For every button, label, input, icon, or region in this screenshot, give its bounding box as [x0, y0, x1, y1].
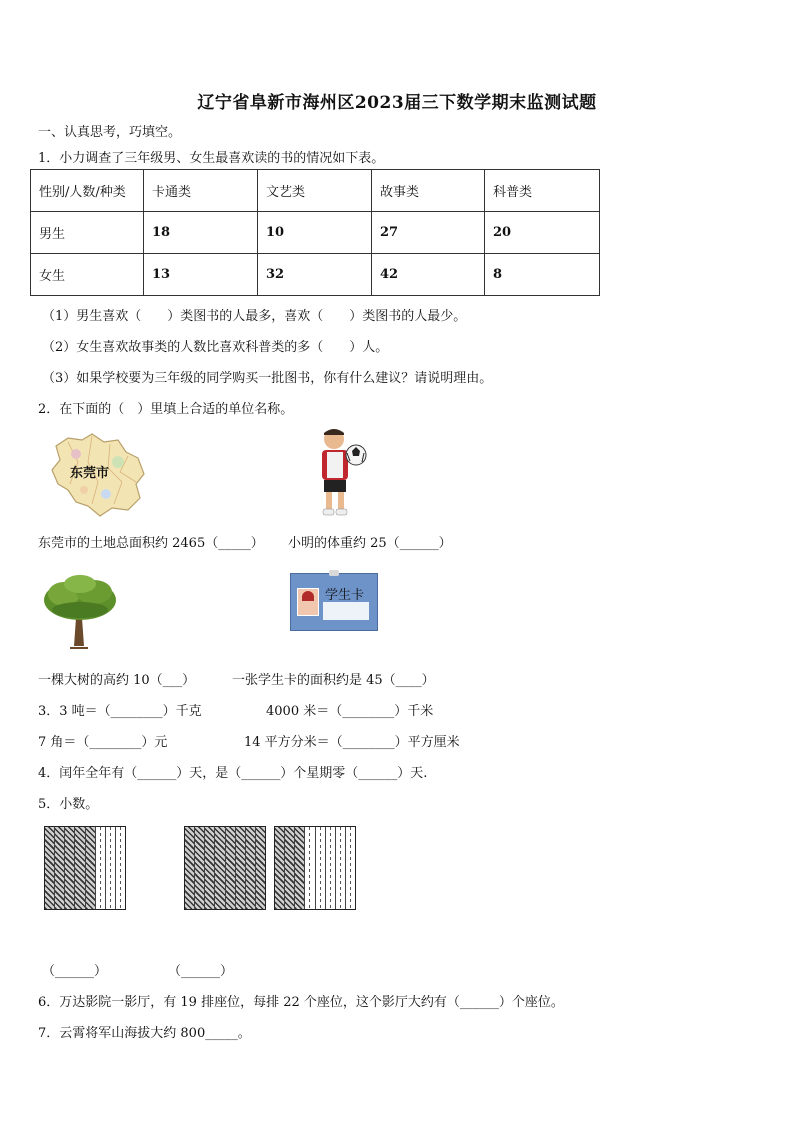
table-cell: 27: [372, 212, 485, 254]
table-cell: 13: [144, 254, 258, 296]
table-cell: 10: [258, 212, 372, 254]
question-3-d: 14 平方分米＝（________）平方厘米: [244, 735, 460, 750]
section-heading: 一、认真思考，巧填空。: [38, 125, 182, 140]
table-header-row: [31, 170, 600, 212]
table-cell: 42: [372, 254, 485, 296]
decimal-grid-a: [44, 826, 126, 910]
boy-with-ball-image: [314, 425, 368, 520]
question-3-b: 4000 米＝（________）千米: [266, 704, 434, 719]
table-cell: 8: [485, 254, 600, 296]
student-card-image: [290, 573, 378, 631]
question-1-sub-2: （2）女生喜欢故事类的人数比喜欢科普类的多（ ）人。: [42, 340, 389, 355]
question-2-line-2a: 一棵大树的高约 10（___）: [38, 673, 196, 688]
decimal-grid-b-partial: [274, 826, 356, 910]
question-5-blank-a: （______）: [42, 964, 108, 979]
question-7: 7．云霄将军山海拔大约 800_____。: [38, 1026, 251, 1041]
card-label: 学生卡: [325, 588, 365, 603]
question-1-sub-3: （3）如果学校要为三年级的同学购买一批图书，你有什么建议？请说明理由。: [42, 371, 493, 386]
tree-image: [40, 574, 120, 652]
card-photo: [297, 588, 319, 616]
table-cell: 男生: [31, 212, 144, 254]
book-preference-table: [30, 169, 600, 296]
question-2-line-1a: 东莞市的土地总面积约 2465（_____）: [38, 536, 264, 551]
table-cell: 18: [144, 212, 258, 254]
page-title: 辽宁省阜新市海州区2023届三下数学期末监测试题: [197, 93, 597, 113]
table-header-cell: 卡通类: [144, 170, 258, 212]
table-header-cell: 科普类: [485, 170, 600, 212]
dongguan-map-image: [48, 432, 148, 520]
decimal-grid-b-full: [184, 826, 266, 910]
question-3-c: 7 角＝（________）元: [38, 735, 168, 750]
table-row: [31, 212, 600, 254]
table-cell: 女生: [31, 254, 144, 296]
question-2-line-1b: 小明的体重约 25（______）: [288, 536, 452, 551]
table-header-cell: 性别/人数/种类: [31, 170, 144, 212]
question-5-stem: 5．小数。: [38, 797, 99, 812]
question-4: 4．闰年全年有（______）天，是（______）个星期零（______）天.: [38, 766, 428, 781]
map-label: 东莞市: [70, 466, 110, 481]
question-1-stem: 1．小力调查了三年级男、女生最喜欢读的书的情况如下表。: [38, 151, 385, 166]
table-row: [31, 254, 600, 296]
question-5-blank-b: （______）: [168, 964, 234, 979]
table-cell: 20: [485, 212, 600, 254]
table-header-cell: 文艺类: [258, 170, 372, 212]
table-cell: 32: [258, 254, 372, 296]
question-3-a: 3．3 吨＝（________）千克: [38, 704, 202, 719]
question-1-sub-1: （1）男生喜欢（ ）类图书的人最多，喜欢（ ）类图书的人最少。: [42, 309, 467, 324]
question-6: 6．万达影院一影厅，有 19 排座位，每排 22 个座位，这个影厅大约有（______）个座位。: [38, 995, 564, 1010]
question-2-stem: 2．在下面的（ ）里填上合适的单位名称。: [38, 402, 294, 417]
table-header-cell: 故事类: [372, 170, 485, 212]
question-2-line-2b: 一张学生卡的面积约是 45（____）: [232, 673, 435, 688]
